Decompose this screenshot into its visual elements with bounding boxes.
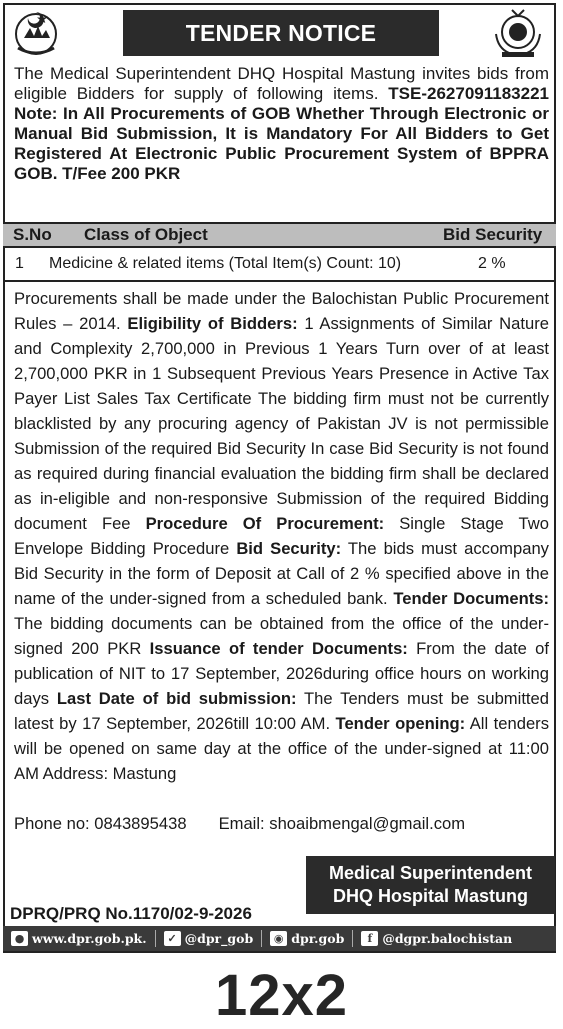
section-heading: Issuance of tender Documents: xyxy=(149,639,408,658)
header-sno: S.No xyxy=(13,225,52,244)
intro-bold-note: TSE-2627091183221 Note: In All Procurements of GOB Whether Through Electronic or Manual Bid Submission, It is Mandatory For All Bidders to Get Registered At Electronic Public Procurement System of BPPRA GOB. T/Fee 200 PKR xyxy=(14,84,549,183)
twitter-handle: @dpr_gob xyxy=(184,931,254,946)
section-heading: Bid Security: xyxy=(236,539,342,558)
instagram-handle: dpr.gob xyxy=(291,931,345,946)
footer-website xyxy=(11,931,147,946)
table-row xyxy=(3,248,556,282)
section-heading: Eligibility of Bidders: xyxy=(127,314,298,333)
section-text: The bidding documents can be obtained from the office of the under-signed 200 PKR xyxy=(14,614,549,658)
website-text: www.dpr.gob.pk. xyxy=(32,931,147,946)
footer-twitter xyxy=(164,931,254,946)
contact-line xyxy=(14,814,465,834)
footer-divider xyxy=(352,930,353,947)
social-footer-bar xyxy=(3,926,556,951)
signature-block xyxy=(306,856,555,914)
footer-instagram xyxy=(270,931,344,946)
header-class-of-object: Class of Object xyxy=(84,225,208,244)
section-text: From the date of publication of NIT to 17 September, 2026during office hours on working days xyxy=(14,639,549,708)
footer-divider xyxy=(261,930,262,947)
section-text: Procurements shall be made under the Balochistan Public Procurement Rules – 2014. xyxy=(14,289,549,333)
section-heading: Tender opening: xyxy=(335,714,466,733)
signatory-office: DHQ Hospital Mastung xyxy=(332,886,528,906)
items-table-header xyxy=(3,222,556,248)
row-item: Medicine & related items (Total Item(s) Count: 10) xyxy=(49,255,402,272)
tender-details-paragraph xyxy=(14,286,549,786)
section-heading: Last Date of bid submission: xyxy=(56,689,297,708)
row-bid-security: 2 % xyxy=(478,255,506,272)
intro-paragraph xyxy=(14,64,549,184)
globe-icon: ● xyxy=(11,931,28,946)
balochistan-emblem-logo xyxy=(8,8,64,60)
section-heading: Procedure Of Procurement: xyxy=(145,514,385,533)
row-sno: 1 xyxy=(15,255,24,272)
footer-divider xyxy=(155,930,156,947)
signatory-title: Medical Superintendent xyxy=(328,863,533,883)
section-text: Single Stage Two Envelope Bidding Procedure xyxy=(14,514,549,558)
tender-notice-title: TENDER NOTICE xyxy=(123,10,439,56)
facebook-handle: @dgpr.balochistan xyxy=(382,931,513,946)
twitter-icon: ✓ xyxy=(164,931,181,946)
section-text: The bids must accompany Bid Security in the form of Deposit at Call of 2 % specified above in the name of the under-signed from a scheduled bank. xyxy=(14,539,549,608)
section-text: All tenders will be opened on same day at the office of the under-signed at 11:00 AM Address: Mastung xyxy=(14,714,549,783)
footer-facebook xyxy=(361,931,512,946)
facebook-icon: f xyxy=(361,931,378,946)
dpr-emblem-logo xyxy=(490,8,546,60)
email-address: Email: shoaibmengal@gmail.com xyxy=(218,814,466,833)
dpr-reference-number: DPRQ/PRQ No.1170/02-9-2026 xyxy=(10,904,252,923)
section-text: The Tenders must be submitted latest by 17 September, 2026till 10:00 AM. xyxy=(14,689,549,733)
phone-number: Phone no: 0843895438 xyxy=(14,814,187,833)
intro-text: The Medical Superintendent DHQ Hospital Mastung invites bids from eligible Bidders for supply of following items. xyxy=(14,64,549,103)
header-bid-security: Bid Security xyxy=(443,225,543,244)
section-text: 1 Assignments of Similar Nature and Complexity 2,700,000 in Previous 1 Years Turn over of at least 2,700,000 PKR in 1 Subsequent Previous Years Presence in Active Tax Payer List Sales Tax Certificate The bidding firm must not be currently blacklisted by any procuring agency of Pakistan JV is not permissible Submission of the required Bid Security In case Bid Security is not found as required during financial evaluation the bidding firm shall be declared as in-eligible and non-responsive Submission of the required Bidding document Fee xyxy=(14,314,549,533)
section-heading: Tender Documents: xyxy=(393,589,549,608)
instagram-icon: ◉ xyxy=(270,931,287,946)
ad-size-label: 12x2 xyxy=(214,963,349,1028)
